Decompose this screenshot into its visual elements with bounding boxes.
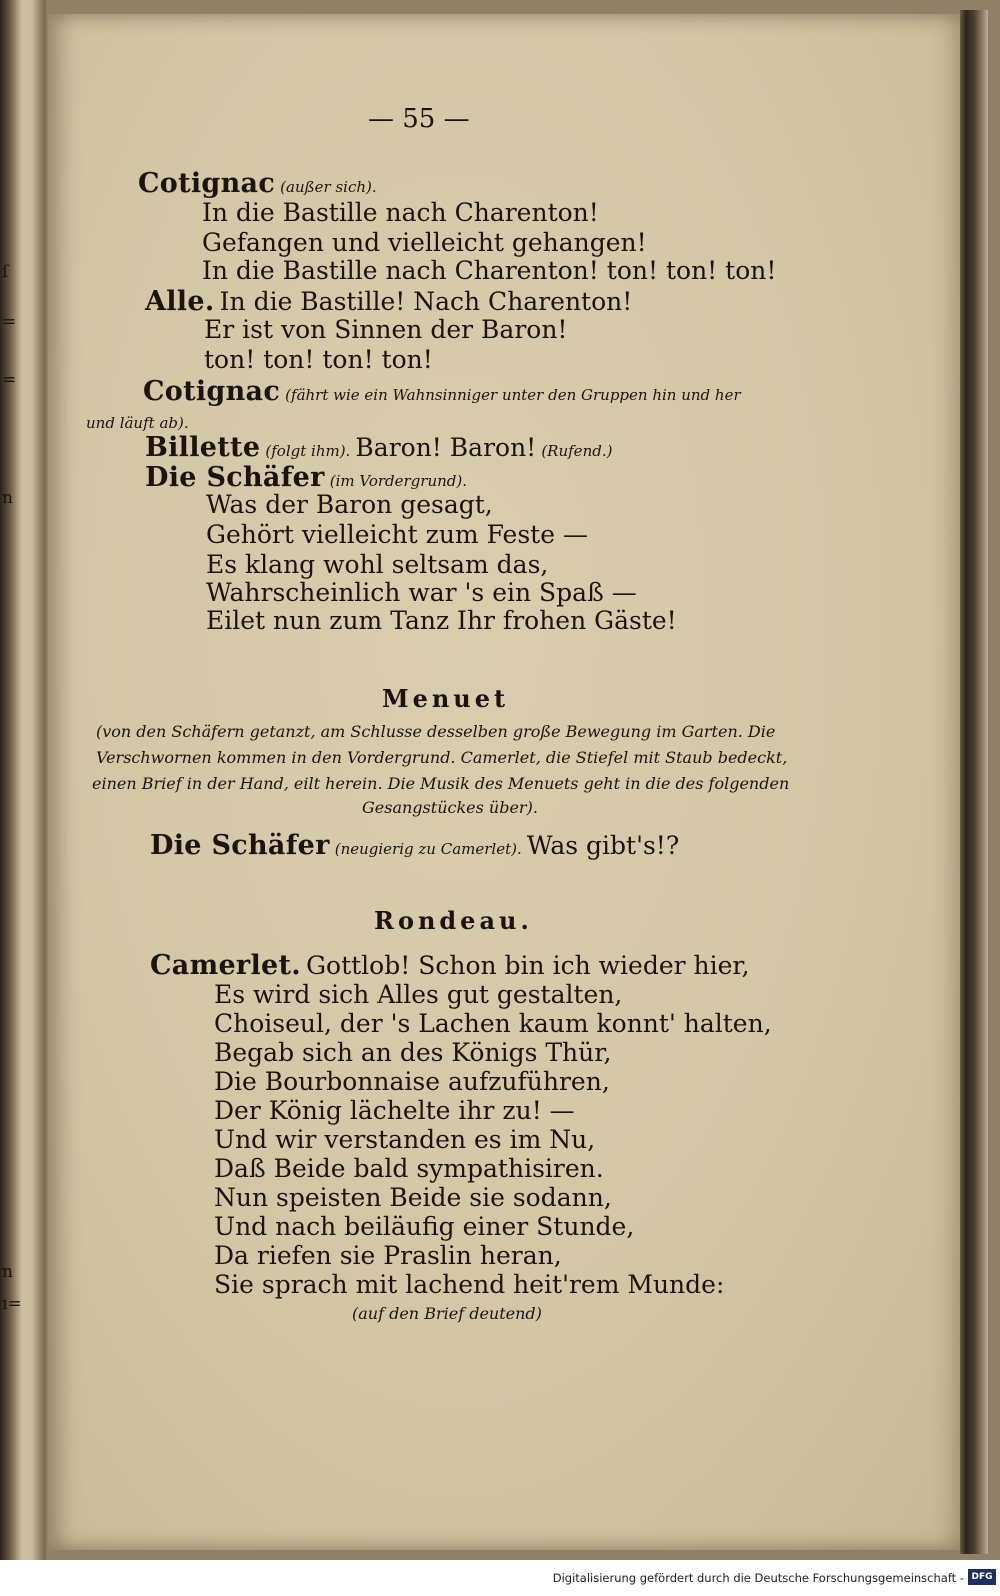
verse-line: Es wird sich Alles gut gestalten, <box>214 980 623 1009</box>
verse-line: Baron! Baron! <box>355 433 537 462</box>
speaker-line <box>138 168 377 199</box>
verse-line: Gehört vielleicht zum Feste — <box>206 520 588 549</box>
stage-direction: (fährt wie ein Wahnsinniger unter den Gruppen hin und her <box>285 386 741 404</box>
verse-line: In die Bastille nach Charenton! <box>202 198 599 227</box>
speaker-name: Camerlet. <box>150 950 301 981</box>
speaker-name: Alle. <box>145 286 215 317</box>
margin-fragment: = <box>2 370 17 390</box>
speaker-name: Die Schäfer <box>145 462 325 493</box>
verse-line: Was der Baron gesagt, <box>206 490 493 519</box>
verse-line: Sie sprach mit lachend heit'rem Munde: <box>214 1270 725 1299</box>
margin-fragment: ſ <box>2 262 9 282</box>
section-heading-menuet: Menuet <box>382 684 510 713</box>
speaker-line <box>150 830 679 861</box>
stage-direction: (von den Schäfern getanzt, am Schlusse desselben große Bewegung im Garten. Die <box>96 722 776 741</box>
margin-fragment: = <box>2 312 17 332</box>
stage-direction: einen Brief in der Hand, eilt herein. Die Musik des Menuets geht in die des folgenden <box>92 774 790 793</box>
speaker-line <box>150 950 750 981</box>
stage-direction: (neugierig zu Camerlet). <box>334 840 522 858</box>
stage-direction: (außer sich). <box>280 178 377 196</box>
previous-page-edge <box>0 0 46 1560</box>
verse-line: ton! ton! ton! ton! <box>204 345 433 374</box>
verse-line: Was gibt's!? <box>526 831 680 860</box>
speaker-line <box>145 286 632 317</box>
speaker-name: Cotignac <box>143 376 281 407</box>
verse-line: Da riefen sie Praslin heran, <box>214 1241 562 1270</box>
verse-line: Gefangen und vielleicht gehangen! <box>202 228 647 257</box>
verse-line: Choiseul, der 's Lachen kaum konnt' halten, <box>214 1009 772 1038</box>
margin-fragment: ı= <box>2 1294 22 1314</box>
verse-line: Und wir verstanden es im Nu, <box>214 1125 596 1154</box>
margin-fragment: n <box>2 488 13 508</box>
verse-line: Gottlob! Schon bin ich wieder hier, <box>306 951 750 980</box>
footer-bar <box>0 1560 1000 1596</box>
page-number: — 55 — <box>368 104 470 134</box>
speaker-line <box>145 462 467 493</box>
dfg-logo: DFG <box>968 1569 996 1585</box>
speaker-name: Billette <box>145 432 261 463</box>
verse-line: In die Bastille nach Charenton! ton! ton! ton! <box>202 256 777 285</box>
speaker-line <box>143 376 741 407</box>
verse-line: Die Bourbonnaise aufzuführen, <box>214 1067 610 1096</box>
speaker-line <box>145 432 612 463</box>
stage-direction: und läuft ab). <box>86 414 189 432</box>
stage-direction: (auf den Brief deutend) <box>352 1304 542 1323</box>
verse-line: Der König lächelte ihr zu! — <box>214 1096 575 1125</box>
stage-direction: (folgt ihm). <box>265 442 351 460</box>
verse-line: Es klang wohl seltsam das, <box>206 550 549 579</box>
verse-line: Er ist von Sinnen der Baron! <box>204 315 568 344</box>
section-heading-rondeau: Rondeau. <box>374 906 533 935</box>
verse-line: Eilet nun zum Tanz Ihr frohen Gäste! <box>206 606 677 635</box>
stage-direction: Verschwornen kommen in den Vordergrund. Camerlet, die Stiefel mit Staub bedeckt, <box>96 748 788 767</box>
speaker-name: Die Schäfer <box>150 830 330 861</box>
verse-line: In die Bastille! Nach Charenton! <box>219 287 633 316</box>
margin-fragment: n <box>2 1262 13 1282</box>
verse-line: Nun speisten Beide sie sodann, <box>214 1183 612 1212</box>
page-fore-edge <box>960 10 988 1554</box>
stage-direction: (im Vordergrund). <box>329 472 467 490</box>
speaker-name: Cotignac <box>138 168 276 199</box>
verse-line: Und nach beiläufig einer Stunde, <box>214 1212 635 1241</box>
funding-credit: Digitalisierung gefördert durch die Deutsche Forschungsgemeinschaft - <box>552 1571 964 1585</box>
stage-direction: (Rufend.) <box>541 442 613 460</box>
verse-line: Wahrscheinlich war 's ein Spaß — <box>206 578 637 607</box>
stage-direction: Gesangstückes über). <box>362 798 538 817</box>
verse-line: Daß Beide bald sympathisiren. <box>214 1154 604 1183</box>
verse-line: Begab sich an des Königs Thür, <box>214 1038 612 1067</box>
